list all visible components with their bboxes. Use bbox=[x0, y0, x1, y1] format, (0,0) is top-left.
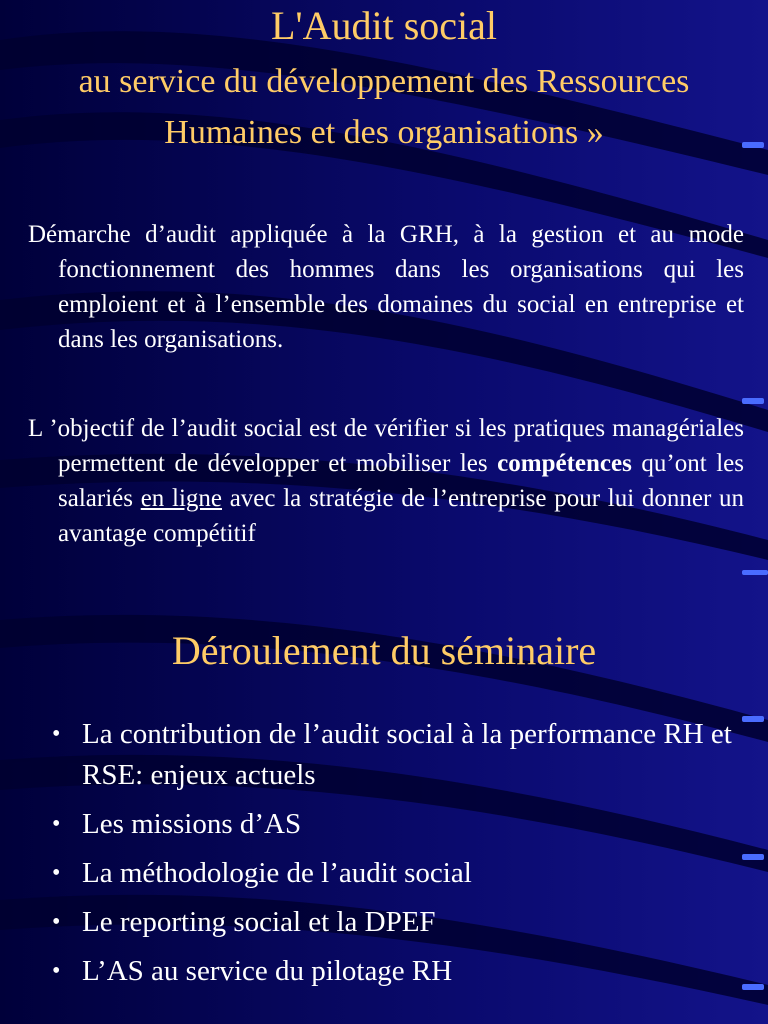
objective-text-part3: avec la stratégie de l’entreprise pour lui donner un avantage compétitif bbox=[58, 485, 745, 547]
agenda-item bbox=[52, 804, 742, 845]
bullet-icon: • bbox=[52, 909, 61, 935]
slide2-title: Déroulement du séminaire bbox=[171, 628, 597, 673]
slide1-title: L'Audit social bbox=[270, 3, 498, 48]
seminar-agenda-list bbox=[52, 714, 742, 1000]
agenda-item bbox=[52, 902, 742, 943]
definition-paragraph bbox=[28, 217, 744, 357]
agenda-item-text: L’AS au service du pilotage RH bbox=[82, 955, 453, 987]
bullet-icon: • bbox=[52, 811, 61, 837]
agenda-item bbox=[52, 714, 742, 796]
bullet-icon: • bbox=[52, 860, 61, 886]
bullet-icon: • bbox=[52, 721, 61, 747]
slide1-subtitle: au service du développement des Ressources Humaines et des organisations » bbox=[78, 63, 690, 151]
bullet-icon: • bbox=[52, 958, 61, 984]
agenda-item-text: La méthodologie de l’audit social bbox=[82, 857, 472, 889]
objective-paragraph bbox=[28, 411, 744, 551]
agenda-item bbox=[52, 951, 742, 992]
objective-text-part1: L ’objectif de l’audit social est de vérifier si les pratiques managériales permettent de développer et mobiliser les bbox=[28, 415, 744, 477]
agenda-item-text: La contribution de l’audit social à la performance RH et RSE: enjeux actuels bbox=[82, 718, 732, 791]
objective-bold-word: compétences bbox=[497, 450, 632, 477]
slide-2 bbox=[0, 576, 768, 1024]
agenda-item-text: Les missions d’AS bbox=[82, 808, 302, 840]
agenda-item bbox=[52, 853, 742, 894]
definition-text: Démarche d’audit appliquée à la GRH, à la gestion et au mode fonctionnement des hommes dans les organisations qui les emploient et à l’ensemble des domaines du social en entreprise et dans les organisations. bbox=[28, 221, 744, 353]
objective-text-part2: qu’ont les salariés bbox=[58, 450, 744, 512]
agenda-item-text: Le reporting social et la DPEF bbox=[82, 906, 436, 938]
objective-underlined-words: en ligne bbox=[140, 485, 222, 512]
